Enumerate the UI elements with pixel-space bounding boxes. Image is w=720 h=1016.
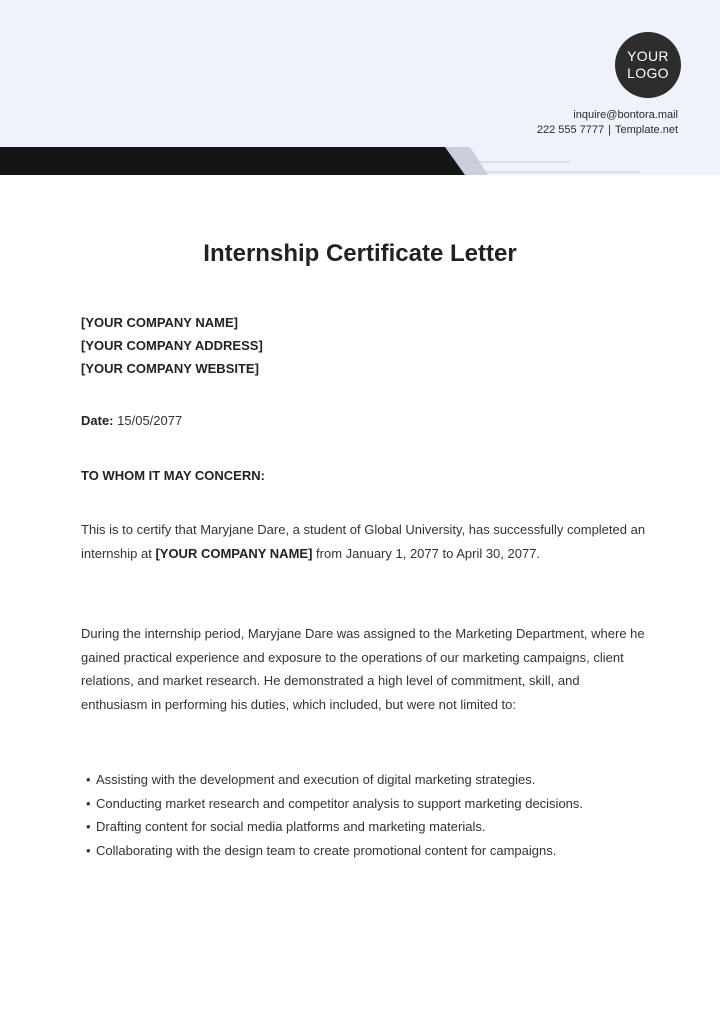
paragraph-certification <box>81 518 646 565</box>
header-band-dark <box>0 147 465 175</box>
contact-email: inquire@bontora.mail <box>573 109 678 121</box>
duties-list <box>81 768 601 862</box>
company-block <box>81 311 263 380</box>
paragraph-certification-company: [YOUR COMPANY NAME] <box>155 545 313 561</box>
duty-item: • Collaborating with the design team to create promotional content for campaigns. <box>81 839 601 863</box>
salutation: TO WHOM IT MAY CONCERN: <box>81 468 265 483</box>
header-band <box>0 0 720 175</box>
paragraph-certification-start: This is to certify that Maryjane Dare, a student of Global University, has successfully completed an internship at <box>81 522 646 561</box>
company-website: [YOUR COMPANY WEBSITE] <box>81 361 259 376</box>
logo-line-2: LOGO <box>627 65 669 81</box>
duty-item: • Assisting with the development and execution of digital marketing strategies. <box>81 768 601 792</box>
date-value: 15/05/2077 <box>117 413 183 428</box>
company-address: [YOUR COMPANY ADDRESS] <box>81 338 263 353</box>
duty-item: • Conducting market research and competitor analysis to support marketing decisions. <box>81 792 601 816</box>
letter-title: Internship Certificate Letter <box>203 240 517 267</box>
paragraph-internship-details: During the internship period, Maryjane Dare was assigned to the Marketing Department, where he gained practical experience and exposure to the operations of our marketing campaigns, client relations, and market research. He demonstrated a high level of commitment, skill, and enthusiasm in performing his duties, which included, but were not limited to: <box>81 626 645 712</box>
contact-separator: | <box>608 124 612 136</box>
date-label: Date: <box>81 413 114 428</box>
paragraph-certification-end: from January 1, 2077 to April 30, 2077. <box>312 545 541 561</box>
logo-line-1: YOUR <box>627 48 669 64</box>
date-line <box>81 413 182 428</box>
contact-website: Template.net <box>615 124 678 136</box>
company-name: [YOUR COMPANY NAME] <box>81 315 238 330</box>
contact-phone: 222 555 7777 <box>536 124 605 136</box>
duty-item: • Drafting content for social media platforms and marketing materials. <box>81 815 601 839</box>
